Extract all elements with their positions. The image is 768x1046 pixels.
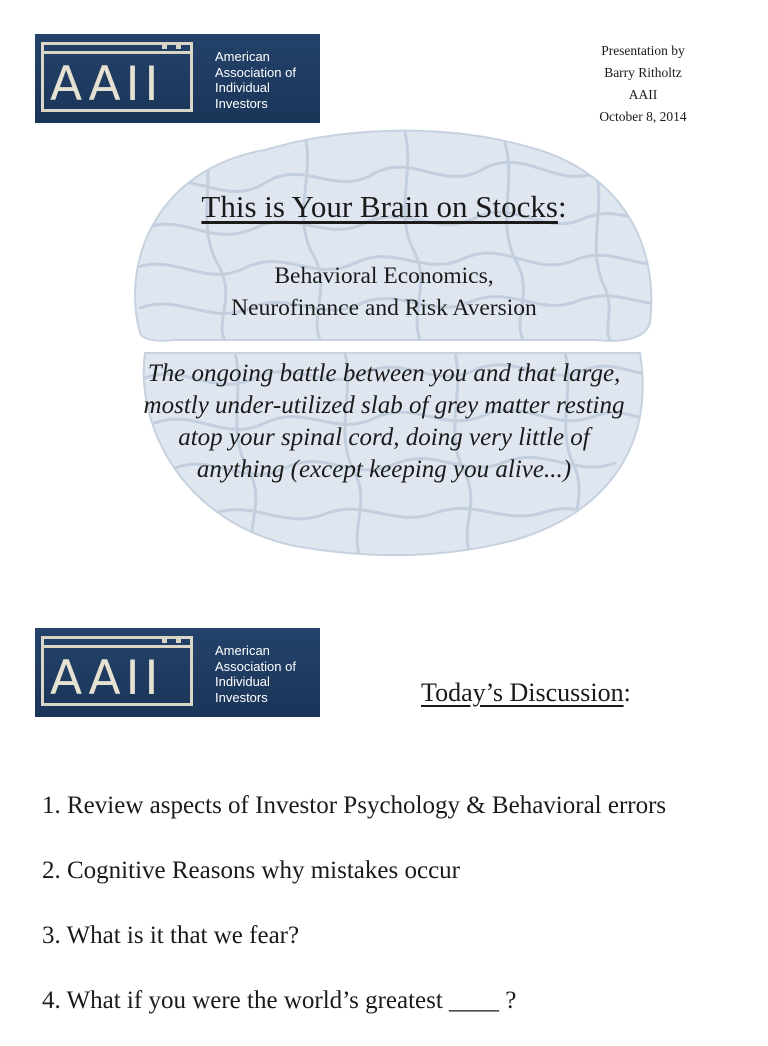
- agenda-item: 3. What is it that we fear?: [42, 922, 300, 949]
- agenda-item: 2. Cognitive Reasons why mistakes occur: [42, 857, 460, 884]
- logo-letters: AAII: [50, 57, 164, 112]
- discussion-heading: Today’s Discussion:: [421, 678, 631, 707]
- logo-name: American Association of Individual Investors: [215, 49, 296, 111]
- logo-name: American Association of Individual Investors: [215, 643, 296, 705]
- presenter-line: Presentation by: [601, 43, 685, 58]
- logo-letters: AAII: [50, 651, 164, 706]
- logo-frame: [41, 42, 193, 112]
- slide-subtitle: Behavioral Economics, Neurofinance and Risk Aversion: [231, 263, 537, 321]
- presenter-org: AAII: [628, 87, 658, 102]
- logo-frame: [41, 636, 193, 706]
- presentation-date: October 8, 2014: [599, 109, 687, 124]
- title-text: This is Your Brain on Stocks: [201, 189, 558, 224]
- aaii-logo: [35, 34, 320, 123]
- agenda-list: [42, 786, 762, 1046]
- agenda-item: 4. What if you were the world’s greatest ____ ?: [42, 987, 517, 1014]
- aaii-logo-2: [35, 628, 320, 717]
- slide-title: This is Your Brain on Stocks:: [201, 189, 567, 224]
- slide-tagline: The ongoing battle between you and that large, mostly under-utilized slab of grey matter resting atop your spinal cord, doing very little of anything (except keeping you alive...): [143, 360, 625, 483]
- presenter-name: Barry Ritholtz: [604, 65, 682, 80]
- presenter-info: [578, 40, 708, 128]
- agenda-item: 1. Review aspects of Investor Psychology & Behavioral errors: [42, 792, 667, 819]
